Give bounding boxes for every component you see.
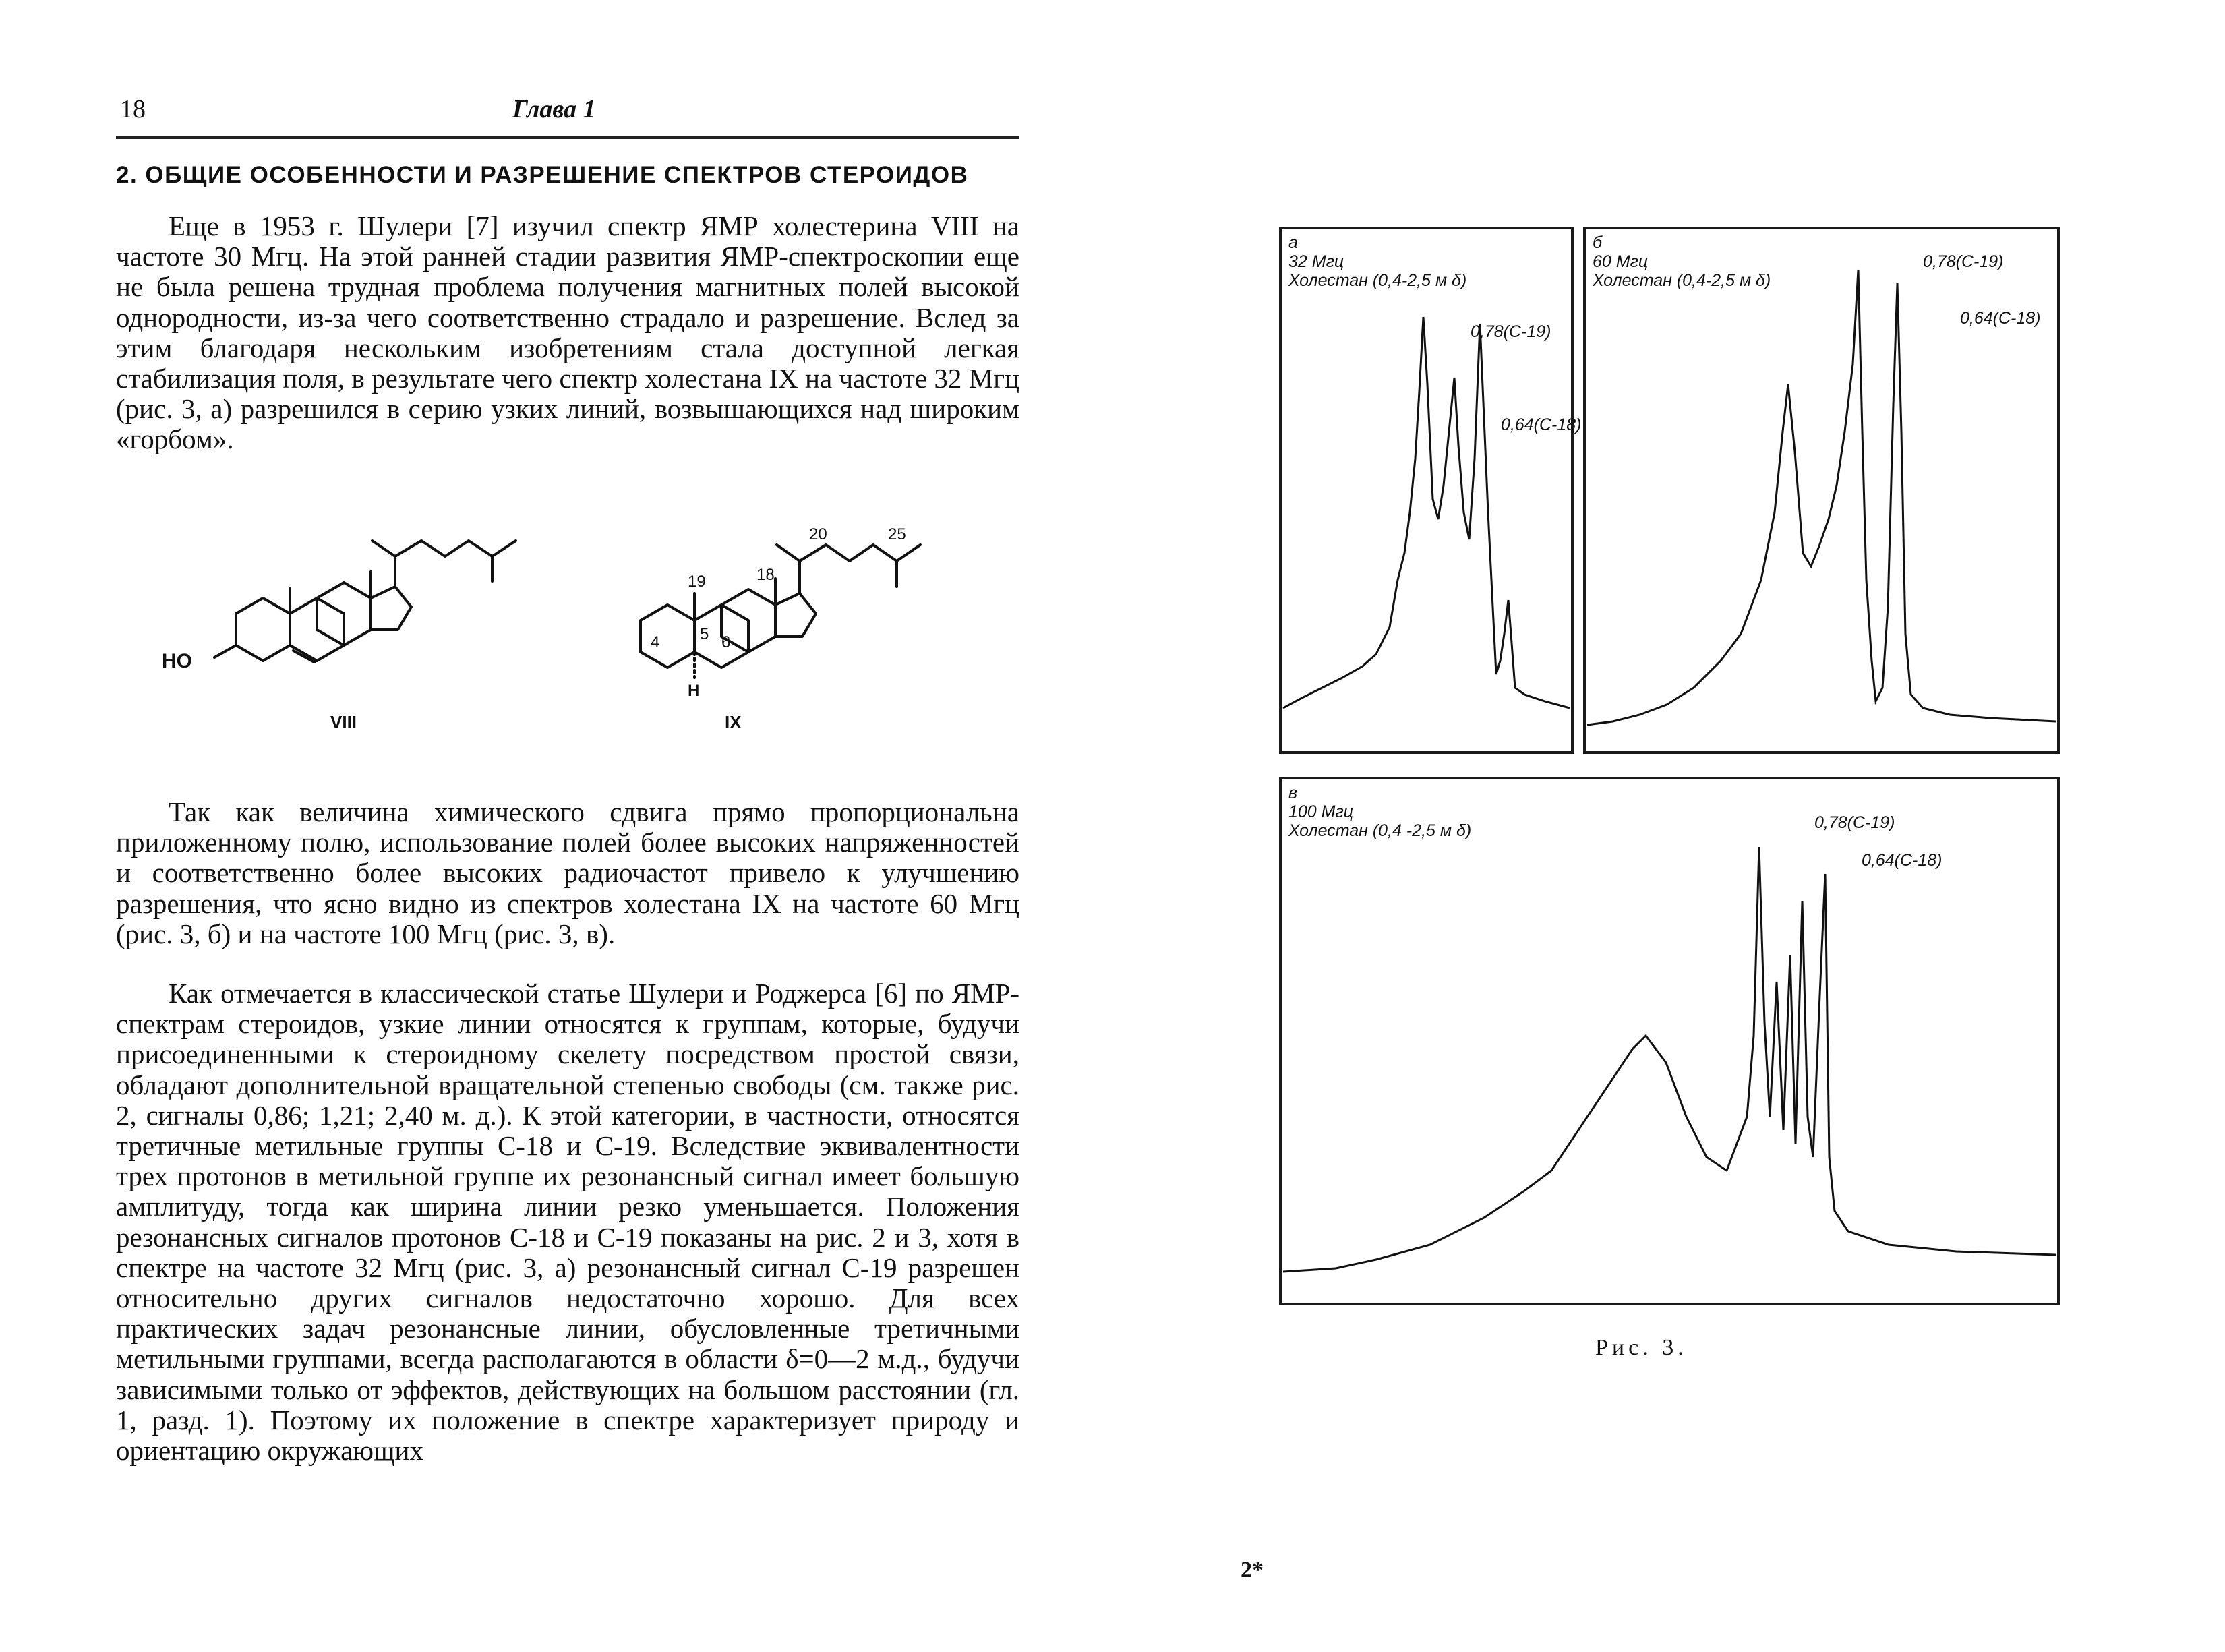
panel-a-sample: Холестан (0,4-2,5 м δ) [1288,271,1467,290]
side-chain [395,541,516,587]
spectrum-panel-a [1279,227,1582,754]
panel-a-letter: а [1288,233,1298,252]
atom-h: H [688,682,700,700]
atom-6: 6 [721,633,731,651]
page-number: 18 [120,95,146,123]
panel-v-frequency: 100 Мгц [1288,802,1354,821]
signature-mark: 2* [1241,1558,1264,1583]
atom-19: 19 [688,572,706,591]
side-chain [800,545,920,593]
steroid-structures [155,485,991,769]
methyl-21 [777,545,800,561]
chapter-title: Глава 1 [512,95,596,123]
atom-20: 20 [809,525,827,543]
atom-25: 25 [888,525,906,543]
panel-a-frequency: 32 Мгц [1288,252,1344,271]
paragraph-3: Как отмечается в классической статье Шулери и Роджерса [6] по ЯМР-спектрам стероидов, узкие линии относятся к группам, которые, будучи присоединенными к стероидному скелету посредством простой связи, обладают дополнительной вращательной степенью свободы (см. также рис. 2, сигналы 0,86; 1,21; 2,40 м. д.). К этой категории, в частности, относятся третичные метильные группы С-18 и С-19. Вследствие эквивалентности трех протонов в метильной группе их резонансный сигнал имеет большую амплитуду, тогда как ширина линии резко уменьшается. Положения резонансных сигналов протонов С-18 и С-19 показаны на рис. 2 и 3, хотя в спектре на частоте 32 Мгц (рис. 3, а) резонансный сигнал С-19 разрешен относительно других сигналов недостаточно хорошо. Для всех практических задач резонансные линии, обусловленные третичными метильными группами, всегда располагаются в области δ=0—2 м.д., будучи зависимыми только от эффектов, действующих на большом расстоянии (гл. 1, разд. 1). Поэтому их положение в спектре характеризует природу и ориентацию окружающих [116,978,1019,1467]
spectrum-trace-a [1282,229,1571,751]
paragraph-2: Так как величина химического сдвига прямо пропорциональна приложенному полю, использование полей более высоких напряженностей и соответственно более высоких радиочастот привело к улучшению разрешения, что ясно видно из спектров холестана IX на частоте 60 Мгц (рис. 3, б) и на частоте 100 Мгц (рис. 3, в). [116,796,1019,949]
panel-v-peak-c19: 0,78(С-19) [1814,813,1895,832]
atom-5: 5 [700,625,709,643]
structure-ix [641,545,920,678]
panel-v-letter: в [1288,784,1298,802]
structure-ix-label: IX [725,712,742,732]
ring-a [236,598,290,661]
methyl-21 [372,541,395,556]
panel-a-peak-c19: 0,78(С-19) [1471,322,1551,341]
header-rule [116,136,1019,139]
atom-18: 18 [756,566,775,584]
ring-a [641,605,694,668]
spectrum-trace-b [1586,229,2057,751]
panel-b-peak-c19: 0,78(С-19) [1923,252,2004,271]
section-title: 2. ОБЩИЕ ОСОБЕННОСТИ И РАЗРЕШЕНИЕ СПЕКТРОВ СТЕРОИДОВ [116,162,969,188]
panel-a-peak-c18: 0,64(С-18) [1501,415,1582,434]
panel-b-peak-c18: 0,64(С-18) [1960,309,2041,328]
spectrum-panel-b [1583,227,2060,754]
atom-4: 4 [651,633,660,651]
structure-viii [214,541,516,662]
structure-viii-label: VIII [330,712,357,732]
ring-d [371,587,411,630]
panel-v-sample: Холестан (0,4 -2,5 м δ) [1288,821,1472,840]
spectrum-panel-v [1279,777,2060,1305]
panel-b-frequency: 60 Мгц [1593,252,1649,271]
panel-b-sample: Холестан (0,4-2,5 м δ) [1593,271,1771,290]
panel-b-letter: б [1593,233,1603,252]
ho-bond [214,645,236,657]
figure-caption: Рис. 3. [1595,1335,1688,1360]
ho-label: HO [162,650,192,672]
paragraph-1: Еще в 1953 г. Шулери [7] изучил спектр ЯМР холестерина VIII на частоте 30 Мгц. На этой ранней стадии развития ЯМР-спектроскопии еще не была решена трудная проблема получения магнитных полей высокой однородности, из-за чего соответственно страдало и разрешение. Вслед за этим благодаря нескольким изобретениям стала доступной легкая стабилизация поля, в результате чего спектр холестана IX на частоте 32 Мгц (рис. 3, а) разрешился в серию узких линий, возвышающихся над широким «горбом». [116,210,1019,455]
ring-d [775,593,816,637]
panel-v-peak-c18: 0,64(С-18) [1862,851,1942,870]
